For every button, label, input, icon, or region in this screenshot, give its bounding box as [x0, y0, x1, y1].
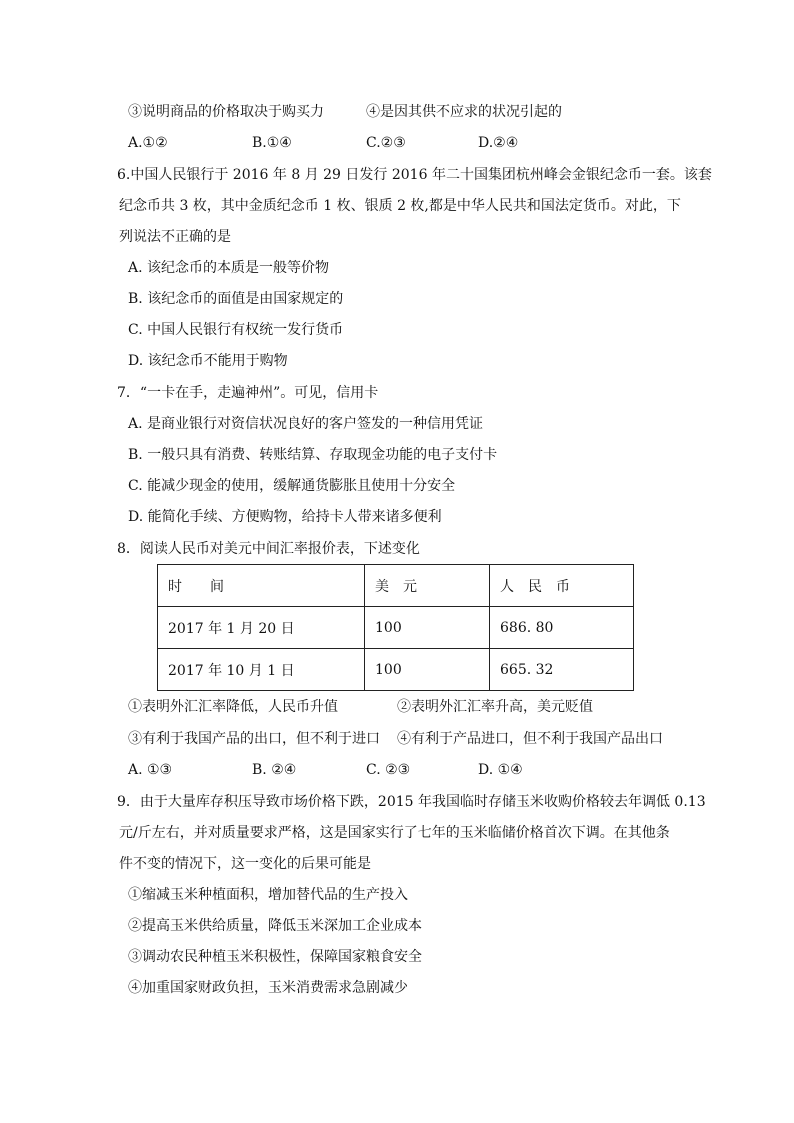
q7-option-c: C. 能减少现金的使用，缓解通货膨胀且使用十分安全 [128, 478, 456, 494]
q6-stem-line-3: 列说法不正确的是 [119, 229, 231, 245]
q6-option-c: C. 中国人民银行有权统一发行货币 [128, 322, 344, 338]
table-cell: 2017 年 10 月 1 日 [158, 649, 365, 691]
q8-statement-2: ②表明外汇汇率升高，美元贬值 [397, 699, 593, 715]
q7-option-b: B. 一般只具有消费、转账结算、存取现金功能的电子支付卡 [128, 447, 498, 463]
q8-statement-4: ④有利于产品进口，但不利于我国产品出口 [397, 731, 663, 747]
q6-stem-line-1: 6.中国人民银行于 2016 年 8 月 29 日发行 2016 年二十国集团杭州峰会金银纪念币一套。该套 [117, 167, 712, 183]
table-header-time: 时 间 [158, 565, 365, 607]
q7-stem: 7．“一卡在手，走遍神州”。可见，信用卡 [117, 385, 379, 401]
table-header-usd: 美 元 [365, 565, 490, 607]
q8-statement-1: ①表明外汇汇率降低，人民币升值 [128, 699, 338, 715]
table-cell: 686. 80 [490, 607, 634, 649]
q5-option-c: C.②③ [366, 135, 406, 151]
q7-option-d: D. 能简化手续、方便购物，给持卡人带来诸多便利 [128, 509, 442, 525]
q5-option-a: A.①② [128, 135, 168, 151]
table-header-rmb: 人 民 币 [490, 565, 634, 607]
q9-statement-1: ①缩减玉米种植面积，增加替代品的生产投入 [128, 887, 408, 903]
q8-stem: 8．阅读人民币对美元中间汇率报价表，下述变化 [117, 541, 420, 557]
q8-option-c: C. ②③ [366, 762, 411, 778]
q6-stem-line-2: 纪念币共 3 枚，其中金质纪念币 1 枚、银质 2 枚,都是中华人民共和国法定货币。对此，下 [119, 198, 681, 214]
exchange-rate-table [157, 564, 634, 691]
table-row [158, 607, 634, 649]
table-cell: 100 [365, 607, 490, 649]
q8-option-b: B. ②④ [252, 762, 297, 778]
q9-statement-3: ③调动农民种植玉米积极性，保障国家粮食安全 [128, 949, 422, 965]
q8-statement-3: ③有利于我国产品的出口，但不利于进口 [128, 731, 380, 747]
table-row [158, 649, 634, 691]
q9-statement-4: ④加重国家财政负担，玉米消费需求急剧减少 [128, 980, 408, 996]
q5-statement-4: ④是因其供不应求的状况引起的 [366, 104, 562, 120]
q5-statement-3: ③说明商品的价格取决于购买力 [128, 104, 324, 120]
q6-option-a: A. 该纪念币的本质是一般等价物 [128, 260, 330, 276]
q9-stem-line-1: 9．由于大量库存积压导致市场价格下跌，2015 年我国临时存储玉米收购价格较去年调低 0.13 [117, 794, 706, 810]
q5-option-b: B.①④ [252, 135, 292, 151]
table-cell: 2017 年 1 月 20 日 [158, 607, 365, 649]
q8-option-a: A. ①③ [128, 762, 173, 778]
q8-option-d: D. ①④ [478, 762, 523, 778]
q9-stem-line-2: 元/斤左右，并对质量要求严格，这是国家实行了七年的玉米临储价格首次下调。在其他条 [119, 825, 670, 841]
q9-stem-line-3: 件不变的情况下，这一变化的后果可能是 [119, 856, 371, 872]
table-cell: 100 [365, 649, 490, 691]
q5-option-d: D.②④ [478, 135, 519, 151]
q9-statement-2: ②提高玉米供给质量，降低玉米深加工企业成本 [128, 918, 422, 934]
table-cell: 665. 32 [490, 649, 634, 691]
q6-option-b: B. 该纪念币的面值是由国家规定的 [128, 291, 344, 307]
q7-option-a: A. 是商业银行对资信状况良好的客户签发的一种信用凭证 [128, 416, 484, 432]
table-header-row [158, 565, 634, 607]
q6-option-d: D. 该纪念币不能用于购物 [128, 353, 288, 369]
